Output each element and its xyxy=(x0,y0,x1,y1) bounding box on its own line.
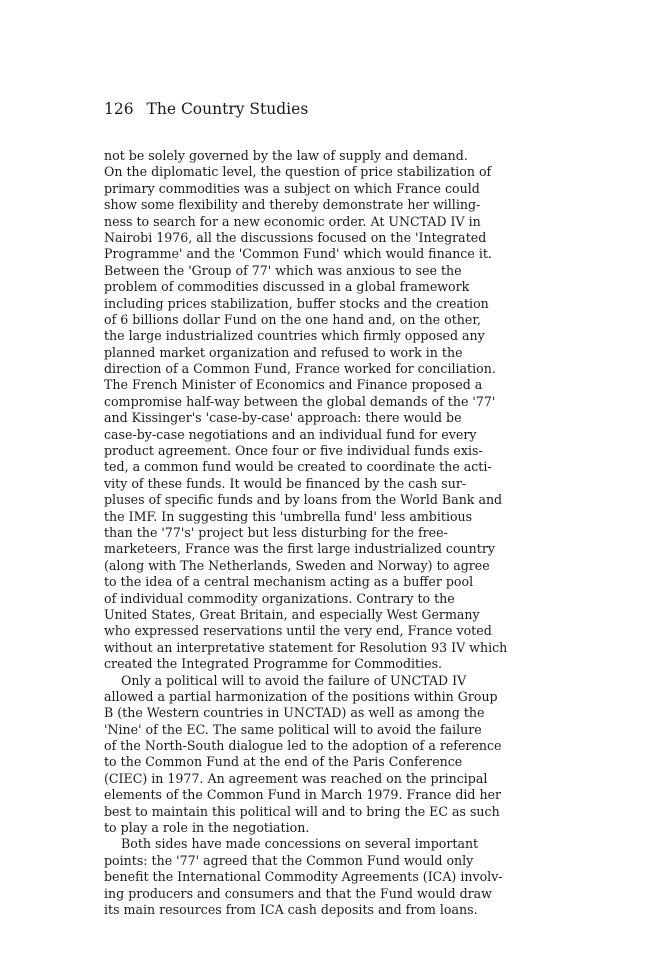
text-line: Nairobi 1976, all the discussions focused on the 'Integrated xyxy=(104,229,487,245)
text-line: Between the 'Group of 77' which was anxious to see the xyxy=(104,262,462,278)
text-line: (CIEC) in 1977. An agreement was reached on the principal xyxy=(104,770,488,786)
running-header xyxy=(104,98,308,120)
text-line: without an interpretative statement for Resolution 93 IV which xyxy=(104,639,508,655)
text-line: to the Common Fund at the end of the Paris Conference xyxy=(104,754,463,770)
text-line: and Kissinger's 'case-by-case' approach: there would be xyxy=(104,410,462,426)
paragraph-first-line: Both sides have made concessions on several important xyxy=(121,836,479,852)
text-line: benefit the International Commodity Agreements (ICA) involv- xyxy=(104,869,503,885)
text-line: to the idea of a central mechanism acting as a buffer pool xyxy=(104,574,474,590)
text-line: primary commodities was a subject on which France could xyxy=(104,180,480,196)
text-line: (along with The Netherlands, Sweden and Norway) to agree xyxy=(104,557,490,573)
text-line: including prices stabilization, buffer stocks and the creation xyxy=(104,295,489,311)
text-line: product agreement. Once four or five individual funds exis- xyxy=(104,443,483,459)
text-line: On the diplomatic level, the question of price stabilization of xyxy=(104,164,492,180)
text-line: 'Nine' of the EC. The same political will to avoid the failure xyxy=(104,721,482,737)
text-line: pluses of specific funds and by loans from the World Bank and xyxy=(104,492,503,508)
paragraph-first-line: Only a political will to avoid the failure of UNCTAD IV xyxy=(121,672,467,688)
text-line: created the Integrated Programme for Commodities. xyxy=(104,656,443,672)
text-line: best to maintain this political will and to bring the EC as such xyxy=(104,803,500,819)
text-line: the large industrialized countries which firmly opposed any xyxy=(104,328,485,344)
text-line: planned market organization and refused to work in the xyxy=(104,344,463,360)
text-line: of individual commodity organizations. Contrary to the xyxy=(104,590,455,606)
text-line: who expressed reservations until the very end, France voted xyxy=(104,623,492,639)
text-line: Programme' and the 'Common Fund' which would finance it. xyxy=(104,246,492,262)
text-line: of the North-South dialogue led to the adoption of a reference xyxy=(104,738,502,754)
text-line: marketeers, France was the first large industrialized country xyxy=(104,541,495,557)
text-line: vity of these funds. It would be financed by the cash sur- xyxy=(104,475,467,491)
text-line: compromise half-way between the global demands of the '77' xyxy=(104,393,496,409)
running-title: The Country Studies xyxy=(146,100,309,118)
text-line: elements of the Common Fund in March 1979. France did her xyxy=(104,787,502,803)
body-text xyxy=(104,148,574,918)
text-line: The French Minister of Economics and Finance proposed a xyxy=(104,377,483,393)
text-line: show some flexibility and thereby demonstrate her willing- xyxy=(104,197,481,213)
text-line: B (the Western countries in UNCTAD) as well as among the xyxy=(104,705,485,721)
text-line: ness to search for a new economic order. At UNCTAD IV in xyxy=(104,213,481,229)
text-line: the IMF. In suggesting this 'umbrella fund' less ambitious xyxy=(104,508,473,524)
page-number: 126 xyxy=(104,100,134,118)
text-line: allowed a partial harmonization of the positions within Group xyxy=(104,688,498,704)
text-line: direction of a Common Fund, France worked for conciliation. xyxy=(104,361,496,377)
text-line: its main resources from ICA cash deposits and from loans. xyxy=(104,901,478,917)
text-line: ted, a common fund would be created to coordinate the acti- xyxy=(104,459,492,475)
text-line: to play a role in the negotiation. xyxy=(104,820,310,836)
text-line: ing producers and consumers and that the Fund would draw xyxy=(104,885,492,901)
text-line: problem of commodities discussed in a global framework xyxy=(104,279,470,295)
text-line: than the '77's' project but less disturbing for the free- xyxy=(104,524,448,540)
text-line: not be solely governed by the law of supply and demand. xyxy=(104,148,468,163)
text-line: United States, Great Britain, and especially West Germany xyxy=(104,606,480,622)
text-line: of 6 billions dollar Fund on the one hand and, on the other, xyxy=(104,311,481,327)
text-line: points: the '77' agreed that the Common Fund would only xyxy=(104,852,474,868)
text-line: case-by-case negotiations and an individual fund for every xyxy=(104,426,477,442)
